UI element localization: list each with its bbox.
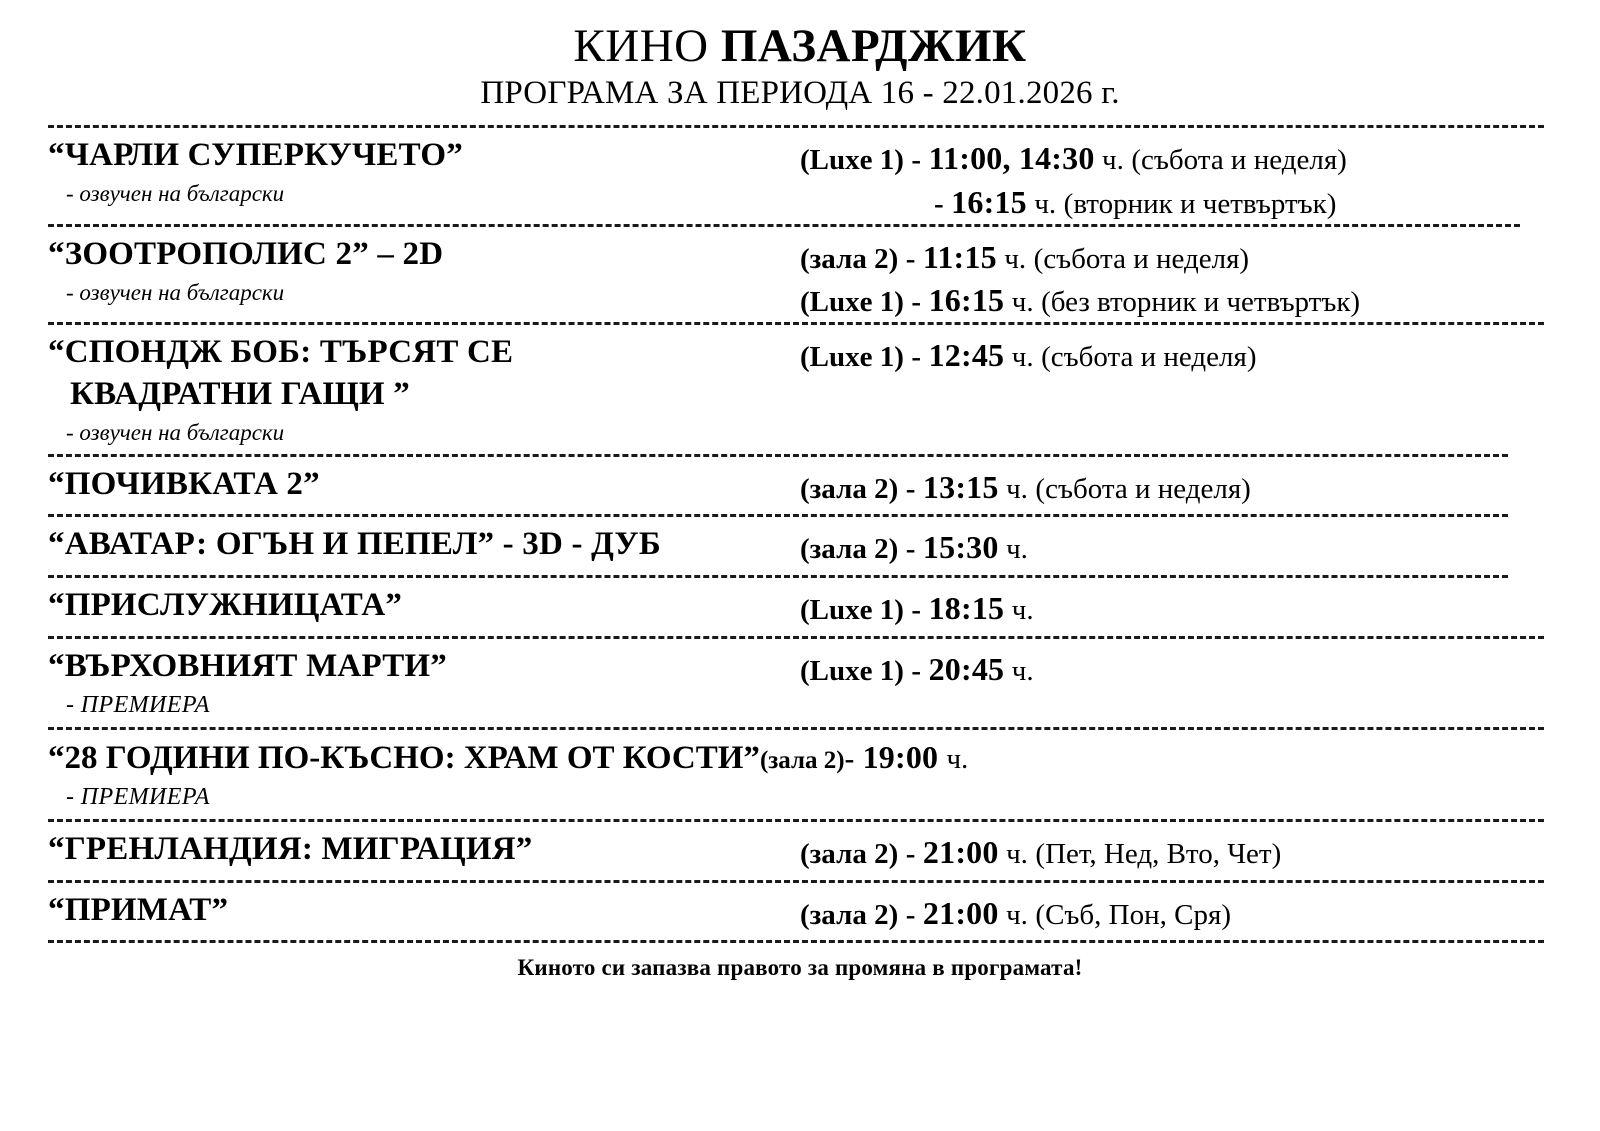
film-row: [0, 457, 1600, 515]
hall-label: (зала 2): [800, 533, 899, 566]
film-title: “ЗООТРОПОЛИС 2” – 2D: [48, 235, 444, 272]
film-title: “ПОЧИВКАТА 2”: [48, 465, 320, 502]
film-title: “АВАТАР: ОГЪН И ПЕПЕЛ” - 3D - ДУБ: [48, 526, 661, 563]
showtime-days: (събота и неделя): [1033, 242, 1250, 275]
film-row: [0, 578, 1600, 636]
showtime-line: [800, 325, 1600, 377]
dash: -: [911, 341, 922, 374]
showtime-value: 13:15: [922, 468, 999, 505]
film-title-column: [0, 227, 800, 314]
showtime-line: [800, 180, 1600, 224]
film-title: “ПРИСЛУЖНИЦАТА”: [48, 587, 403, 624]
hall-label: (зала 2): [759, 746, 845, 774]
showtime-value: 12:45: [928, 337, 1005, 374]
film-title-column: [0, 517, 800, 566]
showtime-value: 15:30: [922, 529, 999, 566]
dash: -: [911, 286, 922, 319]
film-note: - озвучен на български: [66, 181, 285, 207]
footer-disclaimer: Киното си запазва правото за промяна в програмата!: [517, 955, 1083, 981]
showtime-days: (без вторник и четвъртък): [1041, 286, 1361, 319]
hall-label: (зала 2): [800, 472, 899, 505]
showtime-value: 21:00: [922, 894, 999, 931]
time-unit: ч.: [1006, 837, 1028, 870]
dash: -: [905, 472, 916, 505]
time-unit: ч.: [1102, 144, 1124, 177]
hall-label: (зала 2): [800, 898, 899, 931]
time-unit: ч.: [1004, 242, 1027, 275]
dash: -: [905, 533, 916, 566]
dash: -: [844, 742, 855, 775]
page-title: [0, 22, 1600, 71]
film-row: [0, 325, 1600, 454]
page-title-kino: КИНО: [573, 20, 709, 72]
film-row: [0, 128, 1600, 223]
time-unit: ч.: [1011, 286, 1034, 319]
film-title: “СПОНДЖ БОБ: ТЪРСЯТ СЕ: [48, 334, 514, 371]
showtime-line: [800, 457, 1600, 509]
time-unit: ч.: [1011, 654, 1034, 687]
showtime-days: (събота и неделя): [1041, 341, 1257, 374]
showtime-days: (Пет, Нед, Вто, Чет): [1035, 837, 1282, 870]
film-note: - ПРЕМИЕРА: [66, 691, 210, 718]
film-note: - озвучен на български: [66, 419, 285, 445]
showtime-value: 16:15: [951, 183, 1027, 220]
showtime-line: [800, 517, 1600, 569]
dash: -: [911, 594, 922, 627]
time-unit: ч.: [946, 742, 969, 775]
film-showtimes-column: [800, 325, 1600, 377]
time-unit: ч.: [1011, 341, 1034, 374]
hall-label: (зала 2): [800, 242, 899, 275]
time-unit: ч.: [1006, 472, 1028, 505]
hall-label: (Luxe 1): [800, 341, 904, 374]
hall-label: (Luxe 1): [800, 654, 904, 687]
film-row: [0, 730, 1600, 819]
showtime-line: [800, 578, 1600, 630]
showtime-value: 20:45: [928, 650, 1005, 687]
time-unit: ч.: [1006, 898, 1028, 931]
film-title-line2: КВАДРАТНИ ГАЩИ ”: [70, 375, 410, 412]
showtime-line: [800, 883, 1600, 935]
showtime-value: 19:00: [862, 738, 939, 775]
film-title-column: [0, 457, 800, 506]
showtime-line: [800, 227, 1600, 279]
film-row: [0, 639, 1600, 727]
film-title: “ГРЕНЛАНДИЯ: МИГРАЦИЯ”: [48, 830, 533, 867]
film-row: [0, 822, 1600, 880]
showtime-days: (вторник и четвъртък): [1063, 187, 1337, 220]
page-header: [0, 0, 1600, 113]
time-unit: ч.: [1034, 187, 1057, 220]
film-showtimes-column: [800, 883, 1600, 935]
time-unit: ч.: [1011, 594, 1034, 627]
film-note: - озвучен на български: [66, 279, 285, 305]
hall-label: (Luxe 1): [800, 286, 904, 319]
film-showtimes-column: [800, 578, 1600, 630]
showtime-value: 18:15: [928, 590, 1005, 627]
film-title-column: [0, 128, 800, 215]
dash: -: [911, 654, 922, 687]
showtime-value: 16:15: [928, 282, 1005, 319]
film-showtimes-column: [800, 822, 1600, 874]
dash: -: [934, 187, 944, 220]
film-row: [0, 883, 1600, 941]
hall-label: (Luxe 1): [800, 144, 904, 177]
film-title-column: [0, 325, 800, 454]
showtime-days: (събота и неделя): [1131, 144, 1347, 177]
time-unit: ч.: [1006, 533, 1028, 566]
showtime-value: 21:00: [922, 833, 999, 870]
film-title-with-showtime: [0, 730, 1600, 780]
film-title: “ПРИМАТ”: [48, 891, 229, 928]
film-row: [0, 517, 1600, 575]
hall-label: (Luxe 1): [800, 594, 904, 627]
film-showtimes-column: [800, 227, 1600, 322]
film-title: “ВЪРХОВНИЯТ МАРТИ”: [48, 647, 447, 684]
film-title-column: [0, 883, 800, 932]
showtime-days: (събота и неделя): [1035, 472, 1251, 505]
showtime-days: (Съб, Пон, Сря): [1035, 898, 1231, 931]
showtime-line: [800, 822, 1600, 874]
hall-label: (зала 2): [800, 837, 899, 870]
page-title-city: ПАЗАРДЖИК: [720, 20, 1027, 72]
film-note-column: [0, 780, 800, 819]
showtime-line: [800, 639, 1600, 691]
film-title: “28 ГОДИНИ ПО-КЪСНО: ХРАМ ОТ КОСТИ”: [48, 739, 760, 776]
film-showtimes-column: [800, 457, 1600, 509]
film-row: [0, 227, 1600, 322]
showtime-line: [800, 128, 1600, 180]
dash: -: [905, 837, 916, 870]
dash: -: [905, 898, 916, 931]
film-showtimes-column: [800, 517, 1600, 569]
film-title: “ЧАРЛИ СУПЕРКУЧЕТО”: [48, 137, 463, 174]
showtime-line: [800, 278, 1600, 322]
showtime-value: 11:00, 14:30: [928, 140, 1095, 177]
film-title-column: [0, 639, 800, 727]
film-title-column: [0, 578, 800, 627]
film-note: - ПРЕМИЕРА: [66, 783, 210, 810]
showtime-value: 11:15: [922, 238, 997, 275]
film-showtimes-column: [800, 128, 1600, 223]
program-period-subtitle: ПРОГРАМА ЗА ПЕРИОДА 16 - 22.01.2026 г.: [480, 75, 1120, 112]
dash: -: [911, 144, 922, 177]
film-title-column: [0, 822, 800, 871]
dash: -: [905, 242, 916, 275]
film-showtimes-column: [800, 639, 1600, 691]
